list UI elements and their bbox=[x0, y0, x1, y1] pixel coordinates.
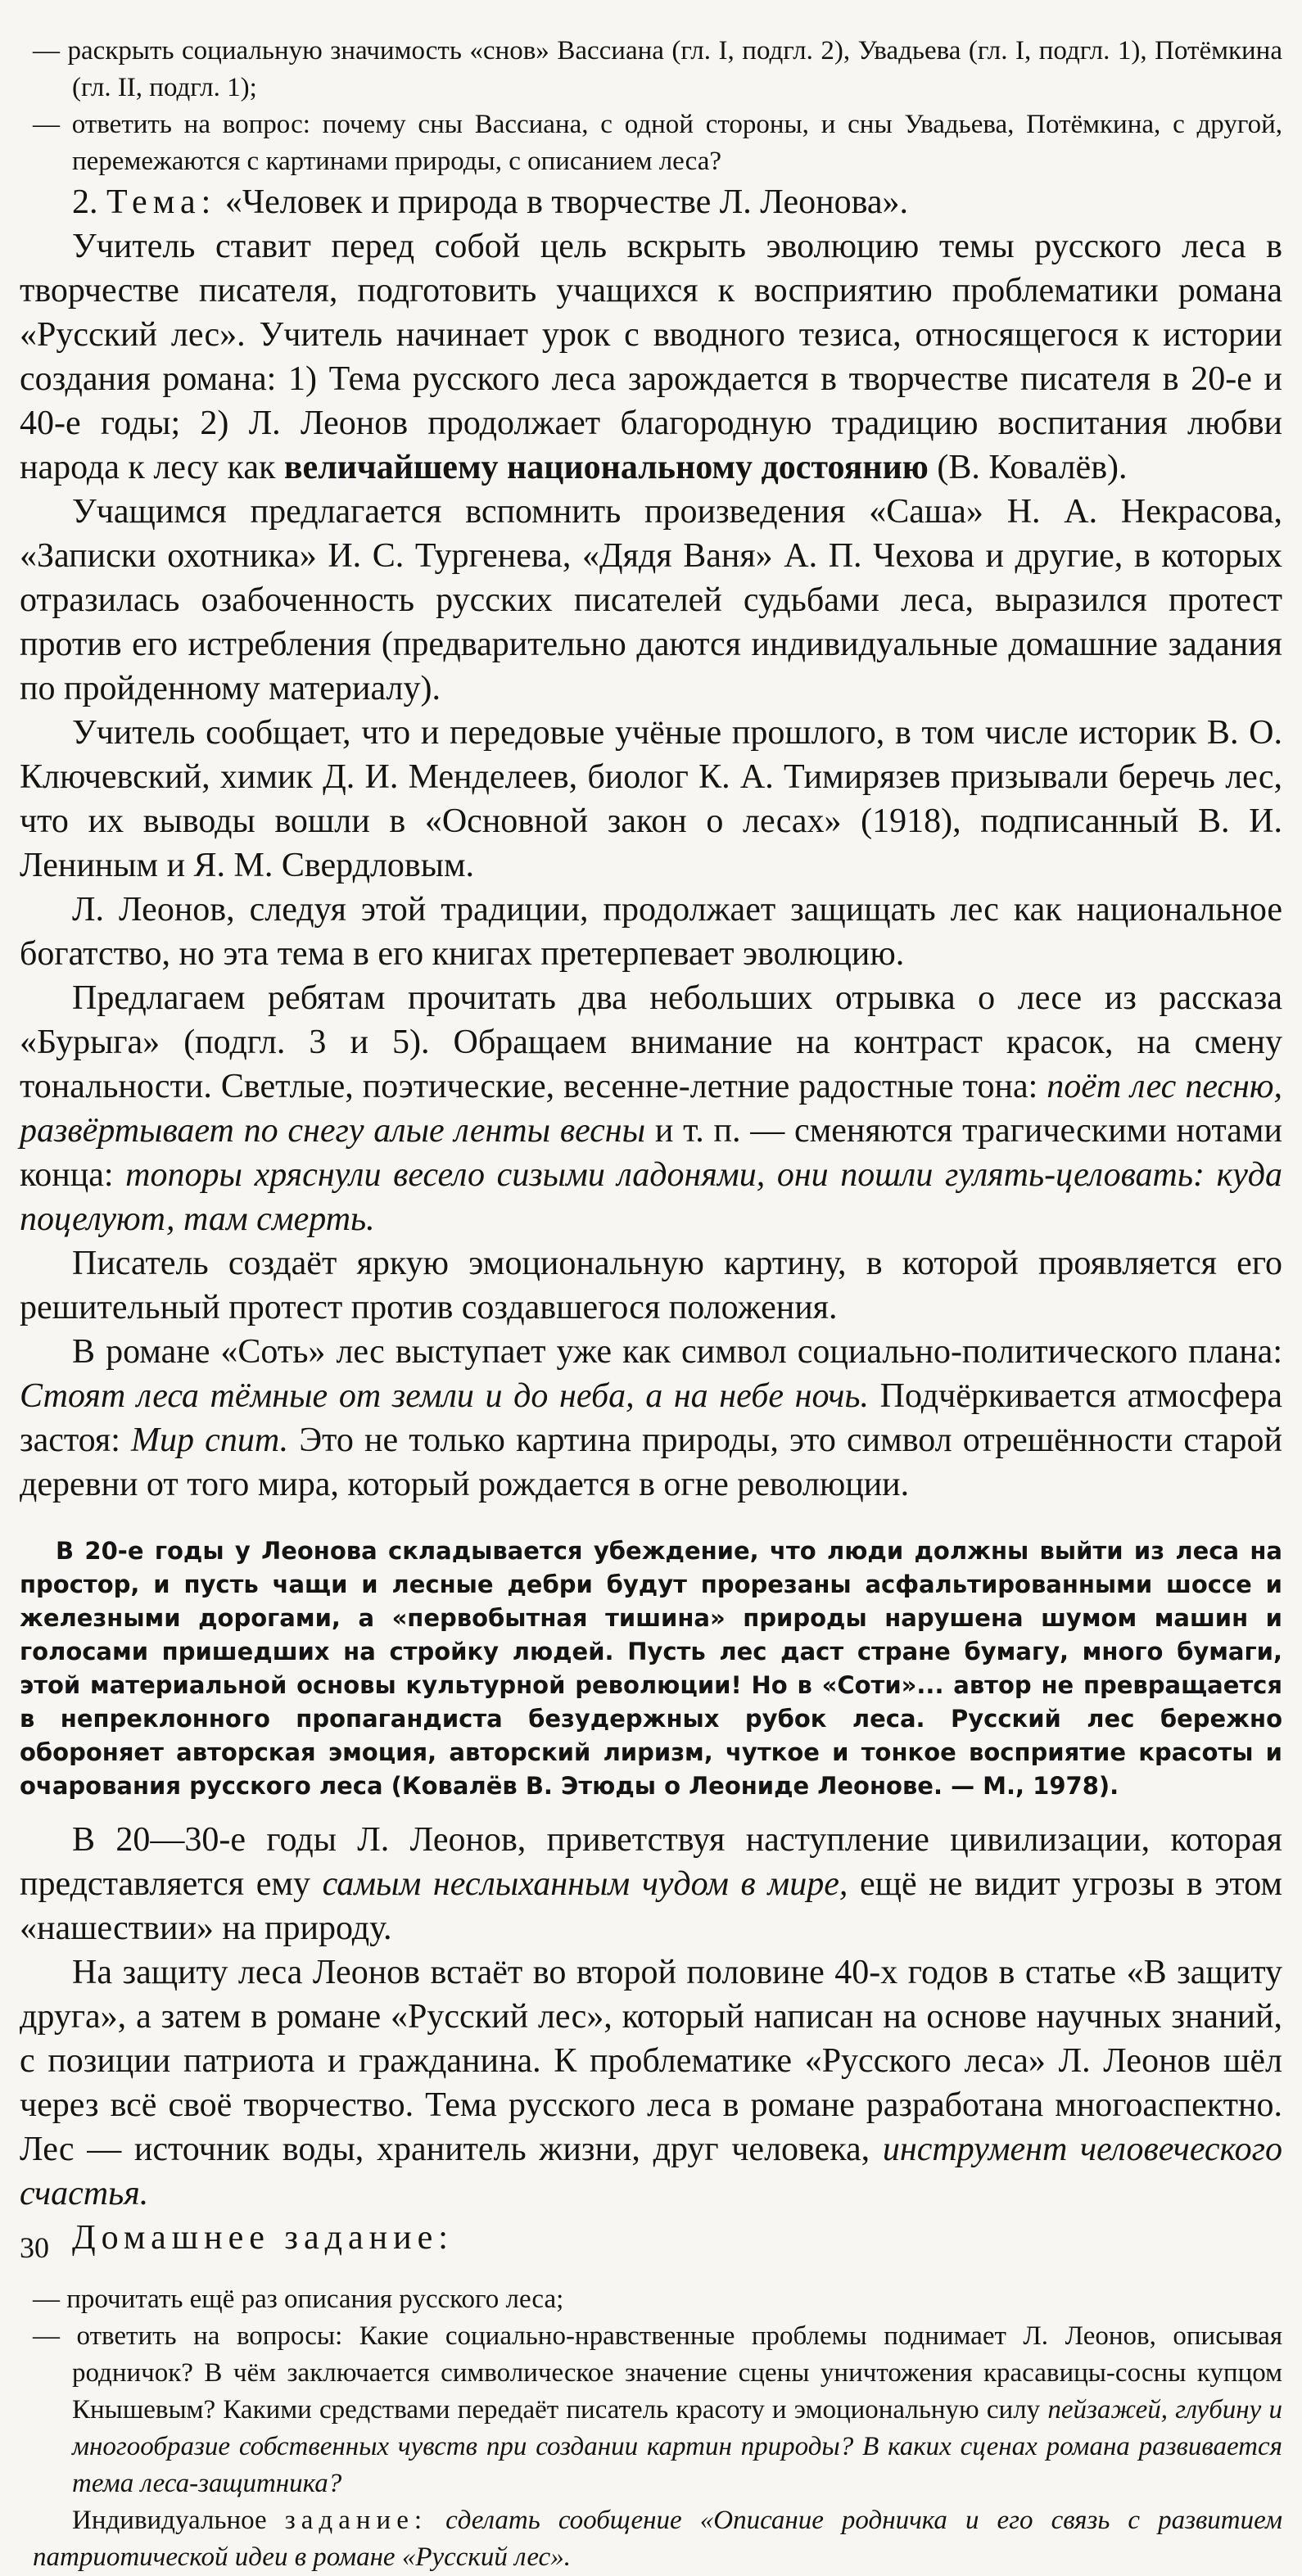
quote-italic: поёт лес песню, развёртывает по снегу алые ленты весны bbox=[20, 1068, 1283, 1150]
page-number: 30 bbox=[20, 2231, 49, 2264]
quote-italic: Мир спит. bbox=[131, 1421, 289, 1459]
theme-number: 2. bbox=[72, 183, 98, 221]
individual-task: Индивидуальное задание: сделать сообщение «Описание родничка и его связь с развитием патриотической идеи в романе «Русский лес». bbox=[33, 2506, 1283, 2572]
paragraph: Учитель сообщает, что и передовые учёные прошлого, в том числе историк В. О. Ключевский, химик Д. И. Менделеев, биолог К. А. Тимирязев призывали беречь лес, что их выводы вошли в «Основной закон о лесах» (1918), подписанный В. И. Лениным и Я. М. Свердловым. bbox=[20, 714, 1282, 884]
theme-title: «Человек и природа в творчестве Л. Леонова». bbox=[224, 183, 909, 221]
paragraph: В романе «Соть» лес выступает уже как символ социально-политического плана: Стоят леса тёмные от земли и до неба, а на небе ночь. Подчёркивается атмосфера застоя: Мир спит. Это не только картина природы, это символ отрешённости старой деревни от того мира, который рождается в огне революции. bbox=[20, 1333, 1282, 1503]
quote-italic: самым неслыханным чудом в мире, bbox=[322, 1865, 848, 1903]
main-text-2 bbox=[20, 1818, 1282, 2260]
quote-italic: Стоят леса тёмные от земли и до неба, а на небе ночь. bbox=[20, 1377, 870, 1415]
paragraph: Учащимся предлагается вспомнить произведения «Саша» Н. А. Некрасова, «Записки охотника» И. С. Тургенева, «Дядя Ваня» А. П. Чехова и другие, в которых отразилась озабоченность русских писателей судьбами леса, выразился протест против его истребления (предварительно даются индивидуальные домашние задания по пройденному материалу). bbox=[20, 493, 1282, 707]
block-quote: В 20-е годы у Леонова складывается убеждение, что люди должны выйти из леса на простор, и пусть чащи и лесные дебри будут прорезаны асфальтированными шоссе и железными дорогами, а «первобытная тишина» природы нарушена шумом машин и голосами пришедших на стройку людей. Пусть лес даст стране бумагу, много бумаги, этой материальной основы культурной революции! Но в «Соти»... автор не превращается в непреклонного пропагандиста безудержных рубок леса. Русский лес бережно обороняет авторская эмоция, авторский лиризм, чуткое и тонкое восприятие красоты и очарования русского леса (Ковалёв В. Этюды о Леониде Леонове. — М., 1978). bbox=[20, 1537, 1282, 1800]
paragraph: В 20—30-е годы Л. Леонов, приветствуя наступление цивилизации, которая представляется ему самым неслыханным чудом в мире, ещё не видит угрозы в этом «нашествии» на природу. bbox=[20, 1821, 1283, 1947]
intro-item: — раскрыть социальную значимость «снов» Вассиана (гл. I, подгл. 2), Увадьева (гл. I, подгл. 1), Потёмкина (гл. II, подгл. 1); bbox=[33, 36, 1282, 102]
paragraph: Учитель ставит перед собой цель вскрыть эволюцию темы русского леса в творчестве писателя, подготовить учащихся к восприятию проблематики романа «Русский лес». Учитель начинает урок с вводного тезиса, относящегося к истории создания романа: 1) Тема русского леса зарождается в творчестве писателя в 20-е и 40-е годы; 2) Л. Леонов продолжает благородную традицию воспитания любви народа к лесу как величайшему национальному достоянию (В. Ковалёв). bbox=[20, 228, 1282, 486]
intro-item: — ответить на вопрос: почему сны Вассиана, с одной стороны, и сны Увадьева, Потёмкина, с другой, перемежаются с картинами природы, с описанием леса? bbox=[33, 110, 1282, 176]
homework-list bbox=[20, 2281, 1282, 2502]
homework-item: — ответить на вопросы: Какие социально-нравственные проблемы поднимает Л. Леонов, описывая родничок? В чём заключается символическое значение сцены уничтожения красавицы-сосны купцом Кнышевым? Какими средствами передаёт писатель красоту и эмоциональную силу пейзажей, глубину и многообразие собственных чувств при создании картин природы? В каких сценах романа развивается тема леса-защитника? bbox=[33, 2321, 1282, 2498]
intro-list bbox=[20, 33, 1282, 180]
paragraph: Л. Леонов, следуя этой традиции, продолжает защищать лес как национальное богатство, но эта тема в его книгах претерпевает эволюцию. bbox=[20, 891, 1282, 973]
main-text bbox=[20, 180, 1282, 1507]
paragraph: Писатель создаёт яркую эмоциональную картину, в которой проявляется его решительный протест против создавшегося положения. bbox=[20, 1245, 1282, 1326]
paragraph: Предлагаем ребятам прочитать два небольших отрывка о лесе из рассказа «Бурыга» (подгл. 3 и 5). Обращаем внимание на контраст красок, на смену тональности. Светлые, поэтические, весенне-летние радостные тона: поёт лес песню, развёртывает по снегу алые ленты весны и т. п. — сменяются трагическими нотами конца: топоры хряснули весело сизыми ладонями, они пошли гулять-целовать: куда поцелуют, там смерть. bbox=[20, 979, 1283, 1238]
homework-item: — прочитать ещё раз описания русского леса; bbox=[33, 2285, 564, 2314]
emphasis: величайшему национальному достоянию bbox=[283, 449, 929, 486]
quote-italic: топоры хряснули весело сизыми ладонями, они пошли гулять-целовать: куда поцелуют, там смерть. bbox=[20, 1156, 1282, 1238]
quote-italic: инструмент человеческого счастья. bbox=[20, 2131, 1282, 2212]
theme-label: Тема: bbox=[106, 183, 217, 221]
theme-heading bbox=[20, 180, 1282, 224]
paragraph: На защиту леса Леонов встаёт во второй половине 40-х годов в статье «В защиту друга», а затем в романе «Русский лес», который написан на основе научных знаний, с позиции патриота и гражданина. К проблематике «Русского леса» Л. Леонов шёл через всё своё творчество. Тема русского леса в романе разработана многоаспектно. Лес — источник воды, хранитель жизни, друг человека, инструмент человеческого счастья. bbox=[20, 1954, 1282, 2212]
homework-heading: Домашнее задание: bbox=[72, 2219, 454, 2257]
